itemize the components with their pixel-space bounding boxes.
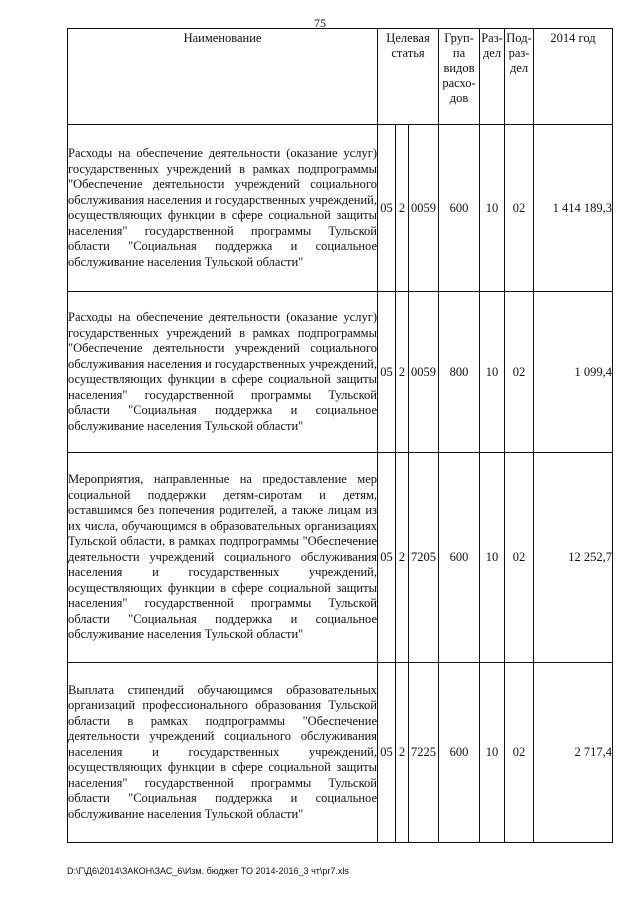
row-code-subprogram: 2 <box>396 292 409 453</box>
file-path-footer: D:\Г\Д6\2014\ЗАКОН\ЗАС_6\Изм. бюджет ТО 2014-2016_3 чт\pr7.xls <box>67 866 349 876</box>
row-subsection: 02 <box>505 453 534 663</box>
header-name: Наименование <box>68 29 378 125</box>
header-subsection: Под-раз-дел <box>505 29 534 125</box>
table-row <box>68 453 613 663</box>
row-group: 600 <box>439 453 480 663</box>
row-code-subprogram: 2 <box>396 125 409 292</box>
table-row <box>68 125 613 292</box>
row-name: Расходы на обеспечение деятельности (оказание услуг) государственных учреждений в рамках подпрограммы "Обеспечение деятельности учреждений социального обслуживания населения и государственных учреждений, осуществляющих функции в сфере социальной защиты населения" государственной программы Тульской области "Социальная поддержка и социальное обслуживание населения Тульской области" <box>68 125 378 292</box>
row-section: 10 <box>480 292 505 453</box>
header-group: Груп-па видов расхо-дов <box>439 29 480 125</box>
row-amount: 1 414 189,3 <box>534 125 613 292</box>
table-row <box>68 663 613 843</box>
row-name: Выплата стипендий обучающимся образовательных организаций профессионального образования Тульской области в рамках подпрограммы "Обеспечение деятельности учреждений социального обслуживания населения и государственных учреждений, осуществляющих функции в сфере социальной защиты населения" государственной программы Тульской области "Социальная поддержка и социальное обслуживание населения Тульской области" <box>68 663 378 843</box>
row-amount: 2 717,4 <box>534 663 613 843</box>
row-code-subprogram: 2 <box>396 663 409 843</box>
row-code-direction: 7205 <box>409 453 439 663</box>
row-subsection: 02 <box>505 292 534 453</box>
header-section: Раз-дел <box>480 29 505 125</box>
row-group: 600 <box>439 125 480 292</box>
row-code-program: 05 <box>378 453 396 663</box>
row-subsection: 02 <box>505 663 534 843</box>
row-code-direction: 0059 <box>409 292 439 453</box>
row-code-direction: 0059 <box>409 125 439 292</box>
table-row <box>68 292 613 453</box>
row-code-program: 05 <box>378 663 396 843</box>
page-number: 75 <box>314 16 326 30</box>
table-header-row <box>68 29 613 125</box>
row-code-subprogram: 2 <box>396 453 409 663</box>
row-code-program: 05 <box>378 292 396 453</box>
row-subsection: 02 <box>505 125 534 292</box>
header-year: 2014 год <box>534 29 613 125</box>
row-group: 800 <box>439 292 480 453</box>
row-group: 600 <box>439 663 480 843</box>
budget-table <box>67 28 613 843</box>
row-section: 10 <box>480 453 505 663</box>
header-target: Целевая статья <box>378 29 439 125</box>
row-code-program: 05 <box>378 125 396 292</box>
row-section: 10 <box>480 125 505 292</box>
row-section: 10 <box>480 663 505 843</box>
row-amount: 12 252,7 <box>534 453 613 663</box>
row-amount: 1 099,4 <box>534 292 613 453</box>
row-name: Расходы на обеспечение деятельности (оказание услуг) государственных учреждений в рамках подпрограммы "Обеспечение деятельности учреждений социального обслуживания населения и государственных учреждений, осуществляющих функции в сфере социальной защиты населения" государственной программы Тульской области "Социальная поддержка и социальное обслуживание населения Тульской области" <box>68 292 378 453</box>
row-name: Мероприятия, направленные на предоставление мер социальной поддержки детям-сиротам и детям, оставшимся без попечения родителей, а также лицам из их числа, обучающимся в образовательных организациях Тульской области, в рамках подпрограммы "Обеспечение деятельности учреждений социального обслуживания населения и государственных учреждений, осуществляющих функции в сфере социальной защиты населения" государственной программы Тульской области "Социальная поддержка и социальное обслуживание населения Тульской области" <box>68 453 378 663</box>
row-code-direction: 7225 <box>409 663 439 843</box>
